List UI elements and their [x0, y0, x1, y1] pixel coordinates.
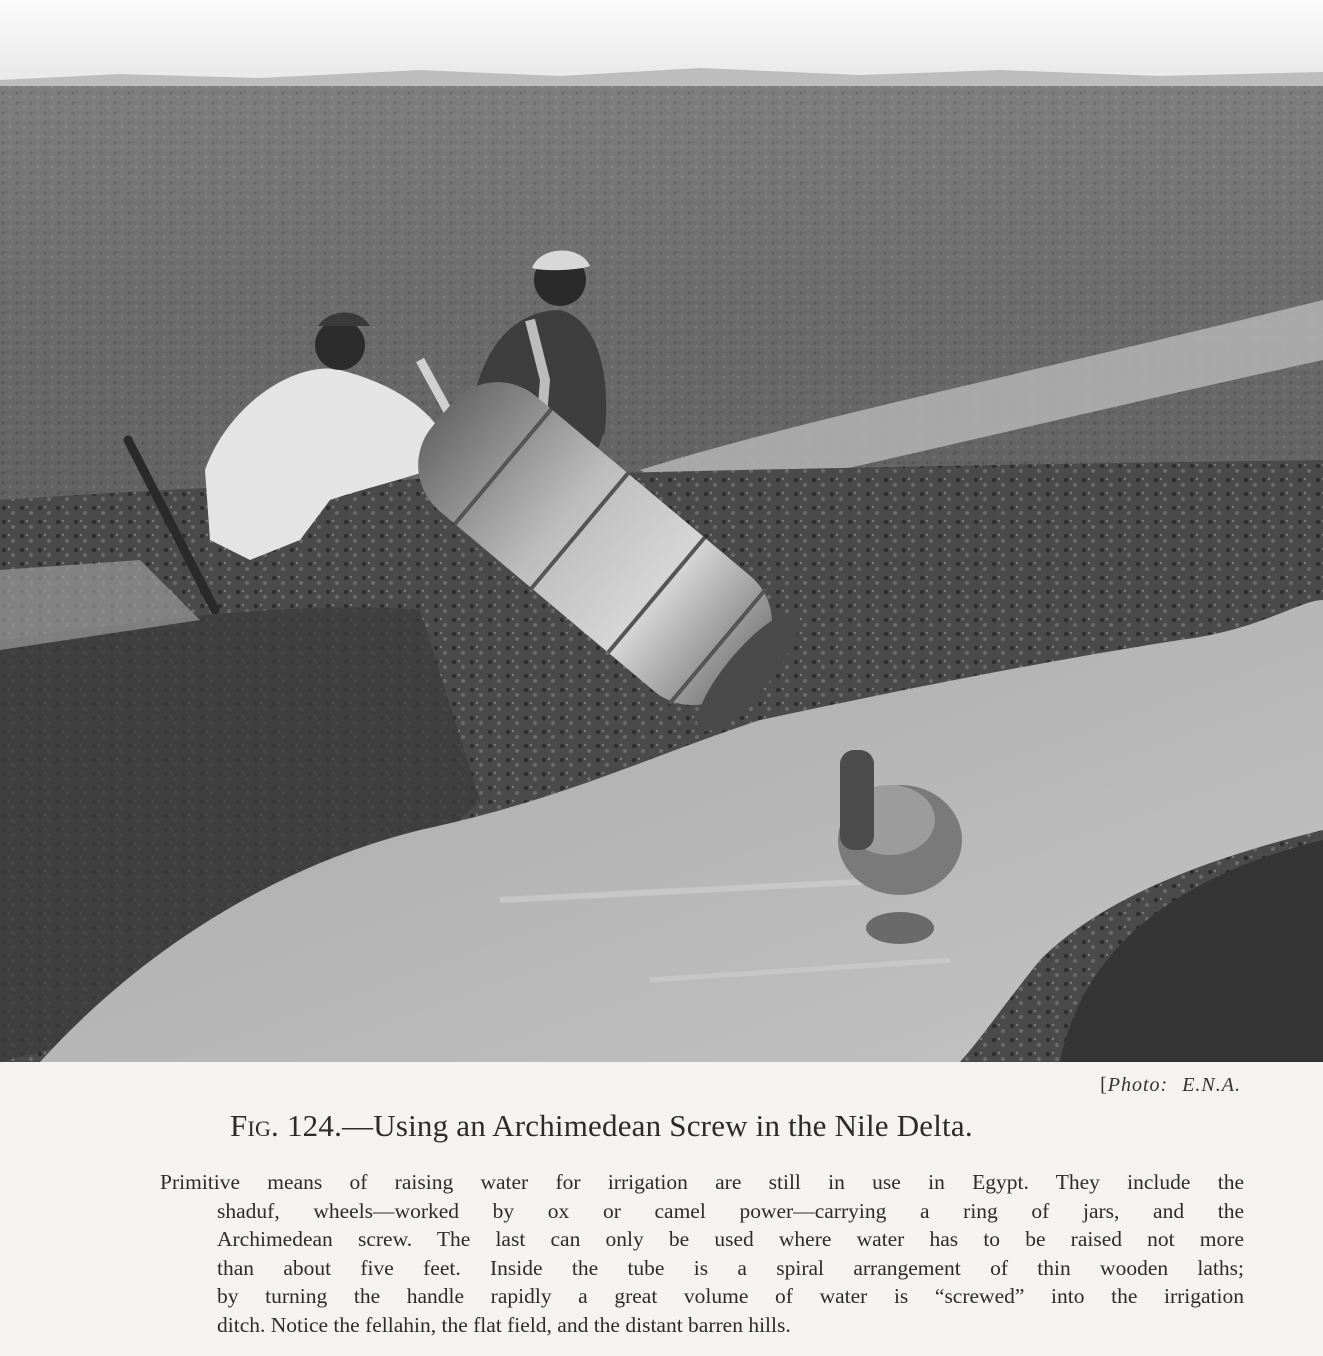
- credit-bracket: [: [1100, 1074, 1108, 1096]
- caption-line: shaduf, wheels—worked by ox or camel power—carrying a ring of jars, and the: [217, 1198, 1244, 1223]
- photo-credit: [1100, 1074, 1241, 1097]
- credit-label: Photo:: [1107, 1074, 1169, 1096]
- caption-line: Primitive means of raising water for irrigation are still in use in Egypt. They include the: [160, 1170, 1244, 1194]
- caption-line: Archimedean screw. The last can only be used where water has to be raised not more: [217, 1227, 1244, 1251]
- caption-line: than about five feet. Inside the tube is a spiral arrangement of thin wooden laths;: [217, 1255, 1244, 1280]
- figure-caption-body: [160, 1168, 1244, 1339]
- figure-title-text: —Using an Archimedean Screw in the Nile Delta.: [342, 1108, 973, 1143]
- caption-line: by turning the handle rapidly a great volume of water is “screwed” into the irrigation: [217, 1284, 1244, 1308]
- figure-label: Fig.: [230, 1108, 280, 1143]
- figure-number: 124.: [286, 1108, 343, 1143]
- credit-author: E.N.A.: [1182, 1074, 1241, 1096]
- figure-title: [230, 1108, 973, 1144]
- caption-line: ditch. Notice the fellahin, the flat field, and the distant barren hills.: [217, 1312, 791, 1337]
